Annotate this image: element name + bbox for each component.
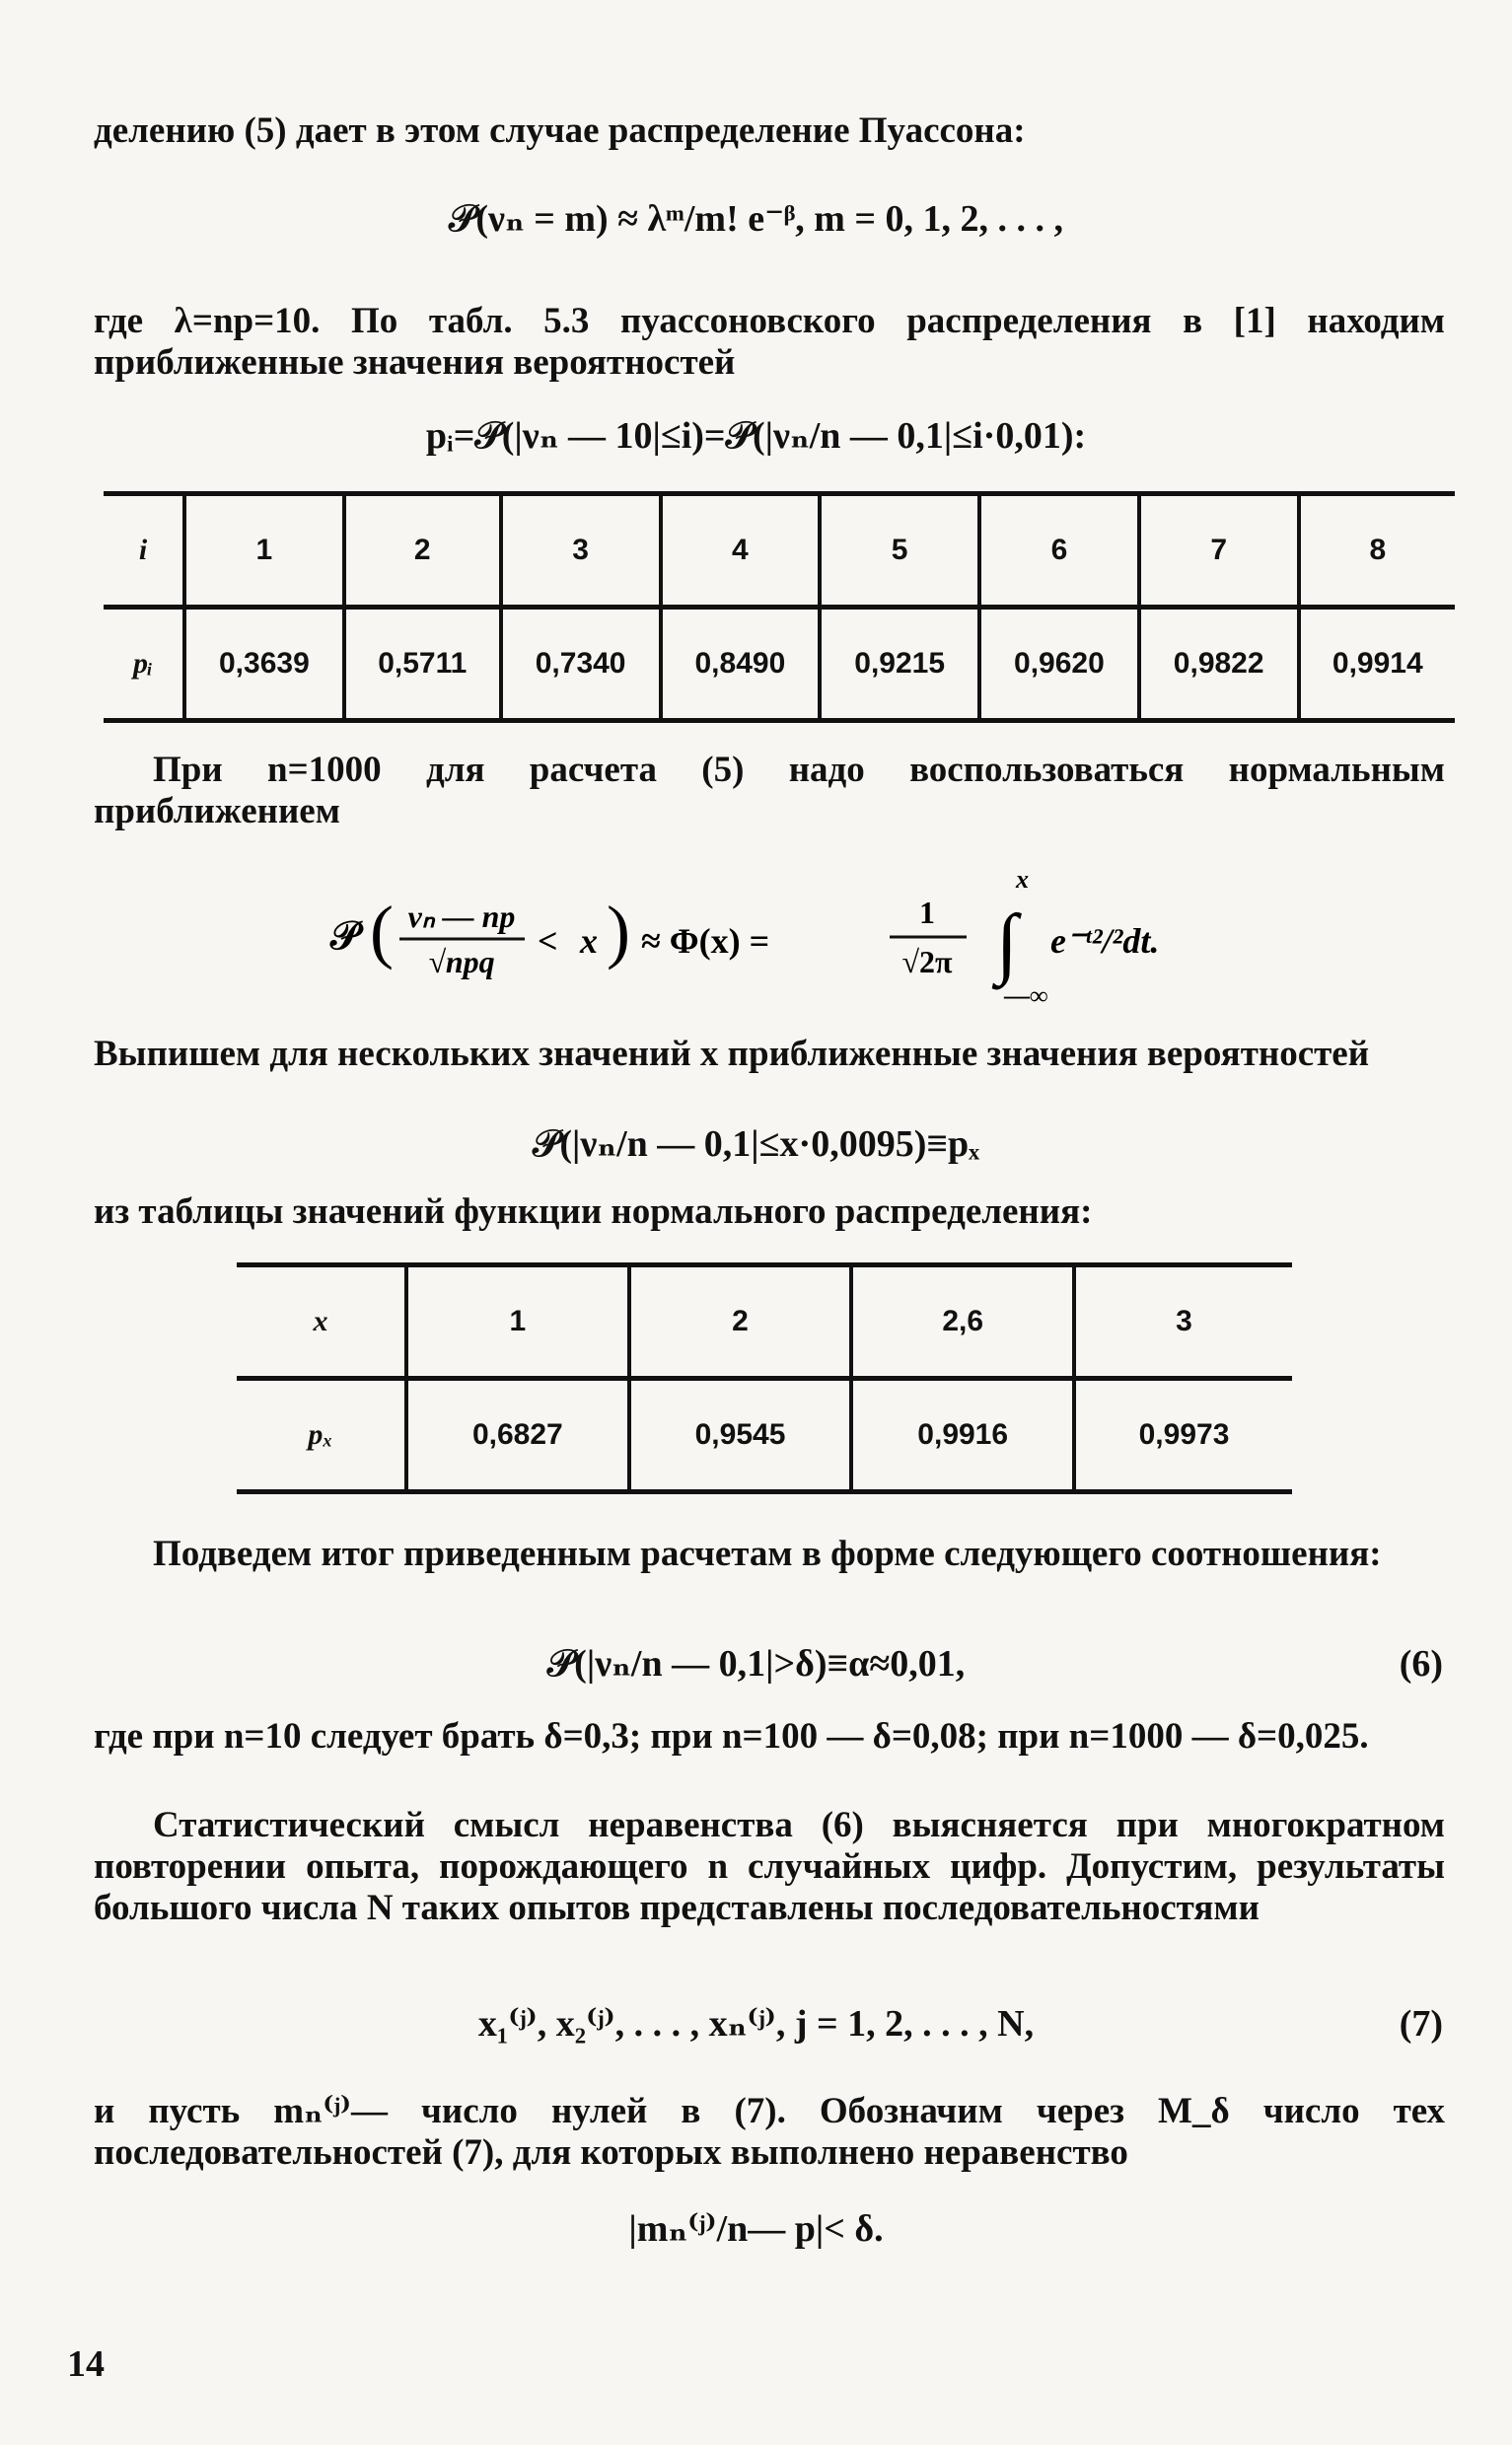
frac-denominator: √npq (428, 944, 495, 979)
table-cell: 2 (629, 1265, 852, 1379)
table-cell: 3 (501, 494, 661, 608)
integral-sign: ∫ (996, 899, 1018, 986)
table-cell: 3 (1074, 1265, 1292, 1379)
table-value-row (237, 1379, 1292, 1492)
table-cell: 0,9620 (979, 608, 1139, 721)
formula-7: x₁⁽ʲ⁾, x₂⁽ʲ⁾, . . . , xₙ⁽ʲ⁾, j = 1, 2, . . . , N, (477, 2003, 1035, 2045)
equation-number-6: (6) (1399, 1643, 1443, 1685)
var-x: x (580, 921, 598, 961)
frac-numerator: νₙ — np (407, 899, 516, 934)
paragraph-3: При n=1000 для расчета (5) надо воспользоваться нормальным приближением (94, 750, 1445, 831)
table-cell: 2 (344, 494, 501, 608)
paren-right: ) (607, 892, 630, 971)
formula-poisson: 𝒫(νₙ = m) ≈ λᵐ/m! e⁻ᵝ, m = 0, 1, 2, . . . , (448, 198, 1064, 240)
table-header-label: x (237, 1265, 406, 1379)
integrand: e⁻ᵗ²/²dt. (1050, 921, 1160, 961)
phi-expression: ≈ Φ(x) = (641, 921, 770, 961)
table-normal (237, 1262, 1292, 1494)
table-header-row (237, 1265, 1292, 1379)
table-cell: 0,6827 (406, 1379, 629, 1492)
table-cell: 0,9914 (1299, 608, 1455, 721)
paragraph-9: и пусть mₙ⁽ʲ⁾— число нулей в (7). Обозначим через M_δ число тех последовательностей (7), для которых выполнено неравенство (94, 2091, 1445, 2173)
table-cell: 0,5711 (344, 608, 501, 721)
table-header-row (104, 494, 1455, 608)
paragraph-2: где λ=np=10. По табл. 5.3 пуассоновского распределения в [1] находим приближенные значения вероятностей (94, 301, 1445, 383)
table-cell: 8 (1299, 494, 1455, 608)
formula-inequality: |mₙ⁽ʲ⁾/n— p|< δ. (628, 2208, 884, 2250)
paragraph-7: где при n=10 следует брать δ=0,3; при n=100 — δ=0,08; при n=1000 — δ=0,025. (94, 1716, 1369, 1757)
formula-pi: pᵢ=𝒫(|νₙ — 10|≤i)=𝒫(|νₙ/n — 0,1|≤i·0,01): (425, 415, 1087, 457)
table-cell: 1 (184, 494, 344, 608)
paragraph-1: делению (5) дает в этом случае распределение Пуассона: (94, 110, 1026, 151)
prob-symbol: 𝒫 (330, 913, 359, 958)
table-cell: 0,7340 (501, 608, 661, 721)
formula-normal-approx (0, 868, 1512, 1016)
table-cell: 0,3639 (184, 608, 344, 721)
frac2-denominator: √2π (901, 944, 953, 979)
integral-upper: x (1016, 868, 1029, 894)
paragraph-6: Подведем итог приведенным расчетам в форме следующего соотношения: (153, 1534, 1382, 1574)
frac2-numerator: 1 (919, 895, 935, 930)
formula-6: 𝒫(|νₙ/n — 0,1|>δ)≡α≈0,01, (546, 1643, 966, 1685)
paren-left: ( (370, 892, 394, 971)
table-cell: 0,9822 (1139, 608, 1299, 721)
formula-px: 𝒫(|νₙ/n — 0,1|≤x·0,0095)≡pₓ (532, 1123, 980, 1165)
table-cell: 7 (1139, 494, 1299, 608)
table-header-label: i (104, 494, 184, 608)
table-cell: 1 (406, 1265, 629, 1379)
table-cell: 0,9916 (851, 1379, 1074, 1492)
paragraph-8: Статистический смысл неравенства (6) выясняется при многократном повторении опыта, порождающего n случайных цифр. Допустим, результаты большого числа N таких опытов представлены последовательностями (94, 1805, 1445, 1928)
table-cell: 0,9973 (1074, 1379, 1292, 1492)
paragraph-5: из таблицы значений функции нормального распределения: (94, 1191, 1093, 1232)
table-cell: 0,9545 (629, 1379, 852, 1492)
less-than: < (538, 921, 558, 961)
table-cell: 0,8490 (661, 608, 821, 721)
integral-lower: —∞ (1004, 981, 1048, 1010)
table-poisson (104, 491, 1455, 723)
page-number: 14 (67, 2343, 105, 2385)
table-cell: 5 (820, 494, 979, 608)
table-cell: 0,9215 (820, 608, 979, 721)
table-row-label: pₓ (237, 1379, 406, 1492)
paragraph-4: Выпишем для нескольких значений x приближенные значения вероятностей (94, 1034, 1370, 1074)
table-cell: 6 (979, 494, 1139, 608)
table-cell: 2,6 (851, 1265, 1074, 1379)
equation-number-7: (7) (1399, 2003, 1443, 2045)
table-row-label: pᵢ (104, 608, 184, 721)
table-value-row (104, 608, 1455, 721)
table-cell: 4 (661, 494, 821, 608)
